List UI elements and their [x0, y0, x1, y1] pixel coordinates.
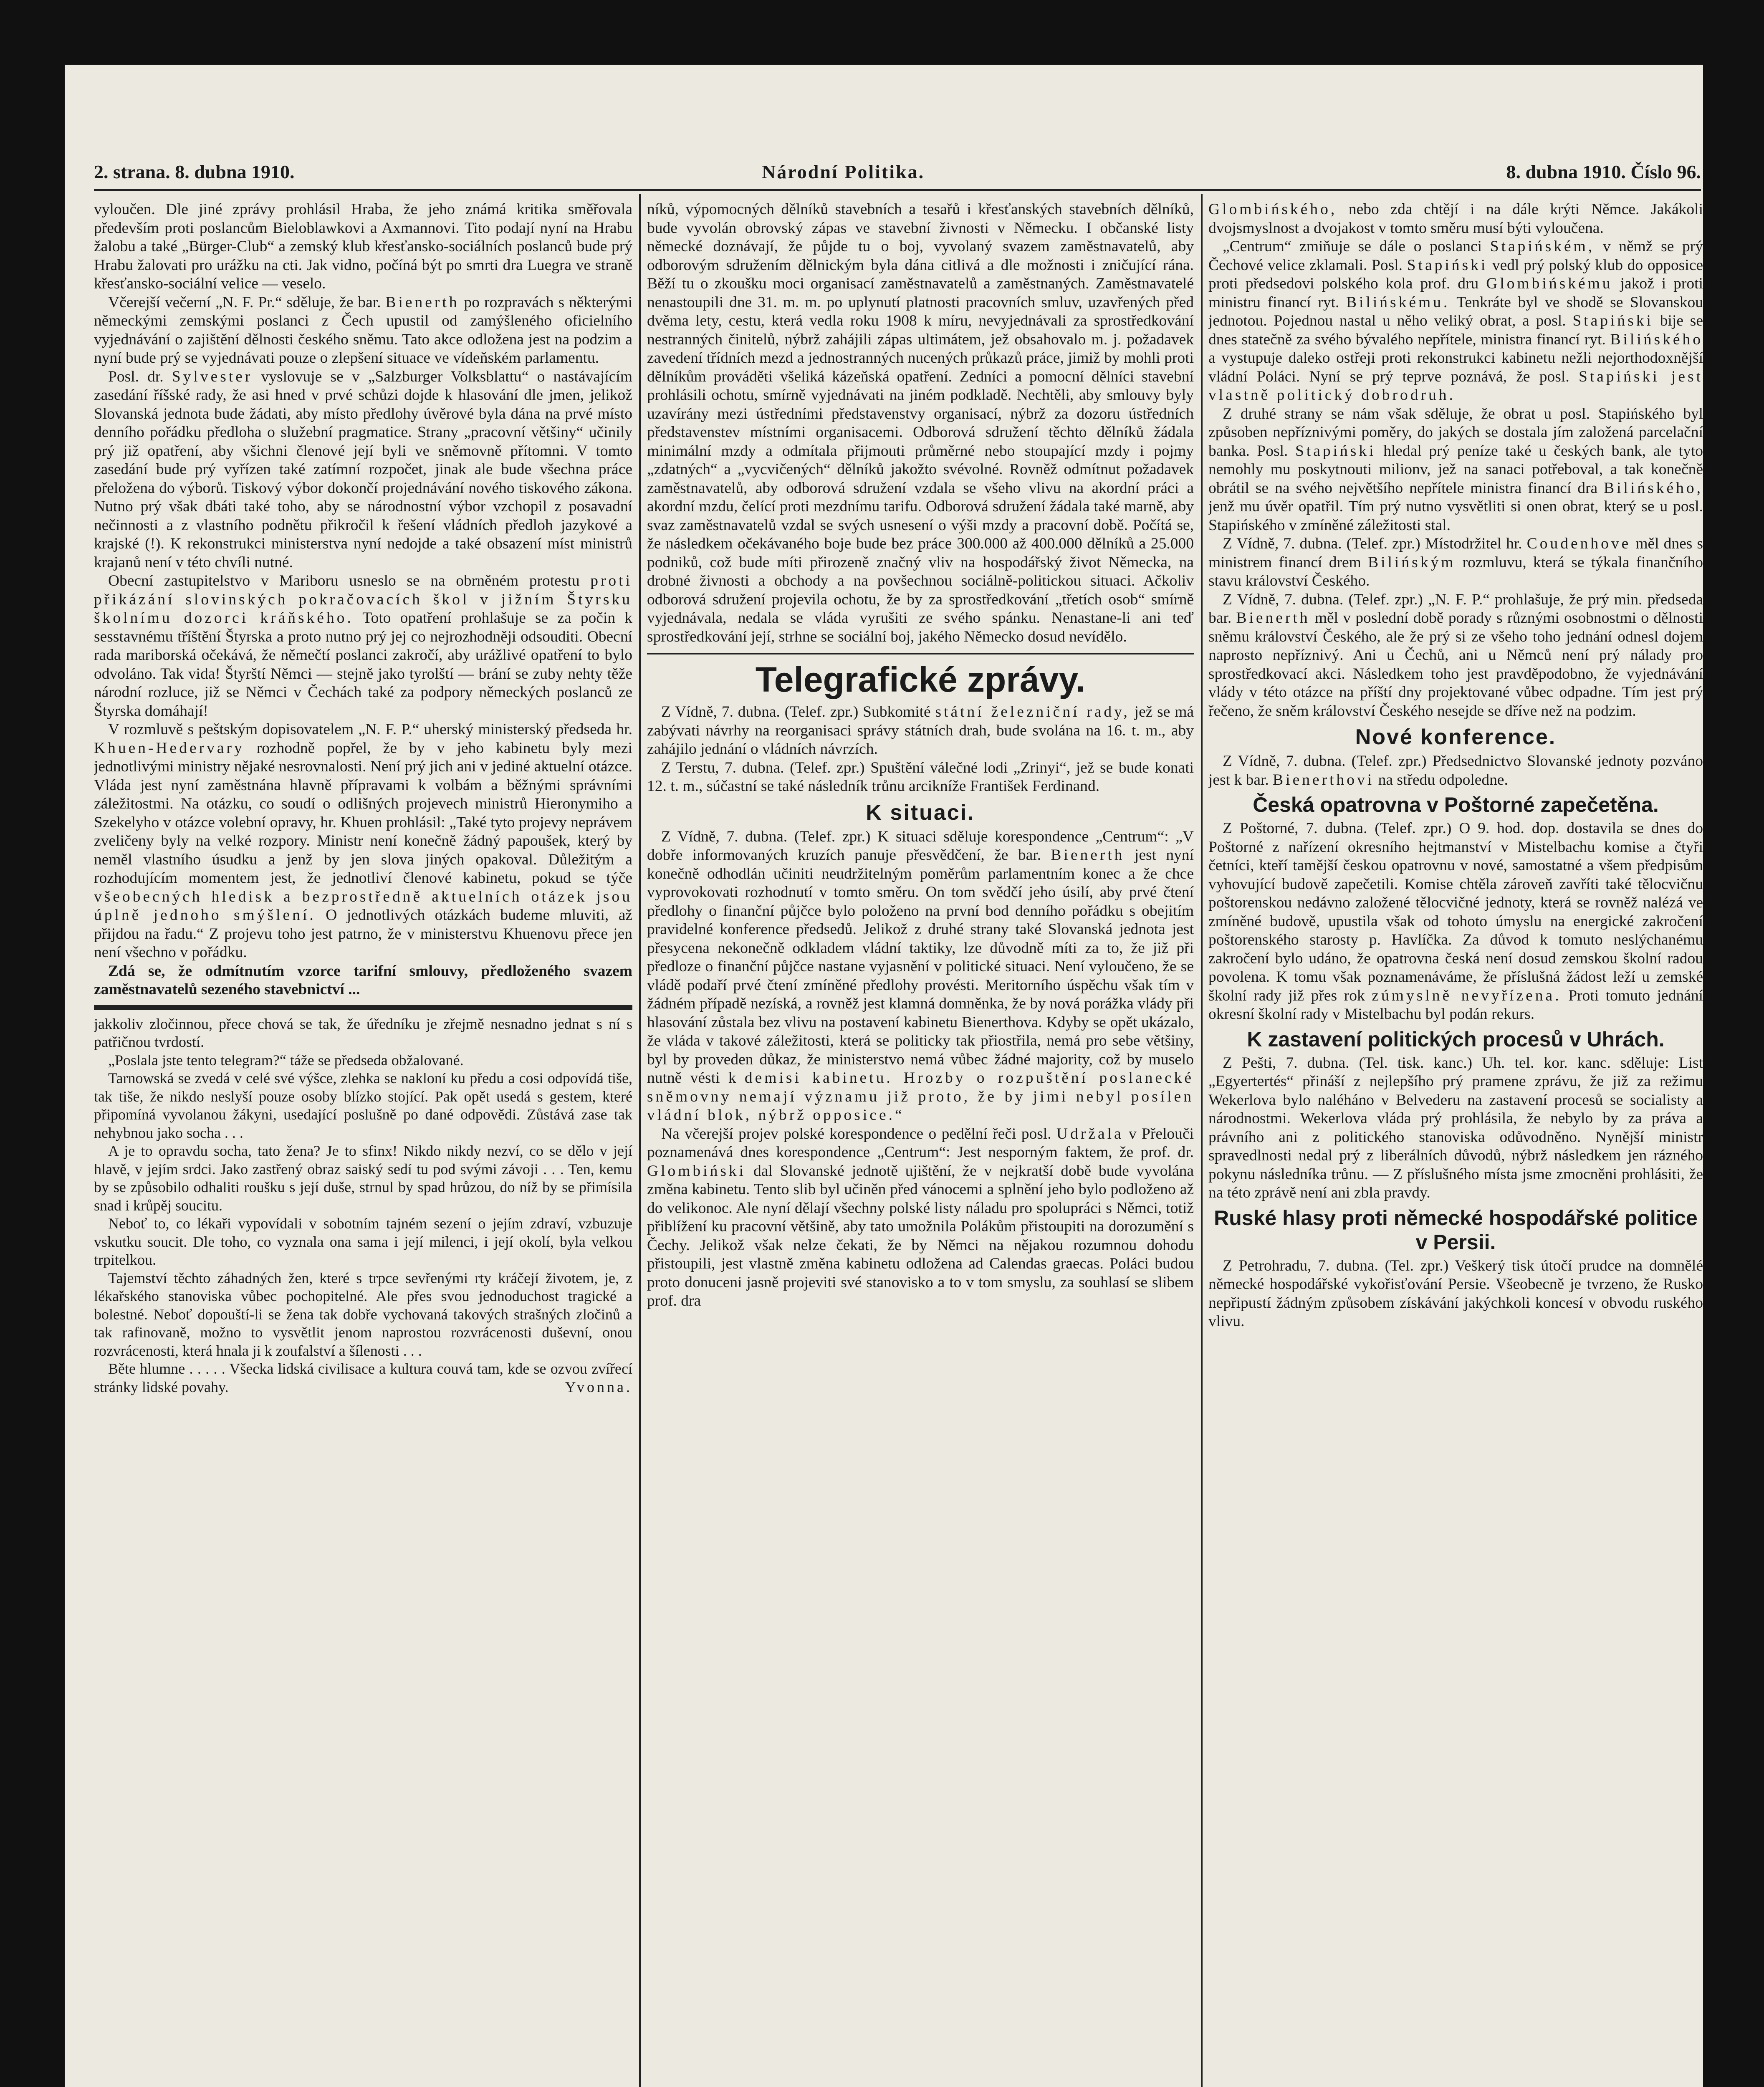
section-heading-situation: K situaci. [866, 800, 975, 825]
article-paragraph: „Centrum“ zmiňuje se dále o poslanci Stapińském, v němž se prý Čechové velice zklamali. Posl. Stapiński vedl prý polský klub do opposice proti předsedovi polského kola prof. dru Glombińskému jakož i proti ministru financí ryt. Bilińskému. Tenkráte byl ve shodě se Slovanskou jednotou. Pojednou nastal u něho veliký obrat, a posl. Stapiński bije se dnes statečně za svého bývalého nepřítele, ministra financí ryt. Bilińského a vystupuje daleko ostřeji proti rekonstrukci kabinetu nežli nejorthodoxnější vládní Poláci. Nyní se prý teprve poznává, že posl. Stapiński jest vlastně politický dobrodruh. [1208, 238, 1703, 404]
section-heading-postorna: Česká opatrovna v Poštorné zapečetěna. [1253, 793, 1659, 816]
article-paragraph: Z Poštorné, 7. dubna. (Telef. zpr.) O 9. hod. dop. dostavila se dnes do Poštorné z nařízení okresního hejtmanství v Mistelbachu komise a čtyři četníci, kteří tamější českou opatrovnu v nové, samostatné a všem předpisům vyhovující budově zapečetili. Komise chtěla zároveň zavříti také tělocvičnu poštorenskou nedávno založené tělocvičné jednoty, která se rovněž nalézá ve zmíněné budově, upustila však od tohoto úmyslu na energické zakročení poštorenského starosty p. Havlíčka. Za důvod k tomuto neslýchanému zakročení bylo udáno, že opatrovna česká není dosud zemskou školní radou povolena. K tomu však poznamenáváme, že příslušná žádost leží u zemské školní rady již přes rok zúmyslně nevyřízena. Proti tomuto jednání okresní školní rady v Mistelbachu byl podán rekurs. [1208, 820, 1703, 1023]
feuilleton-paragraph: Tajemství těchto záhadných žen, které s trpce sevřenými rty kráčejí životem, je, z lékařského stanoviska vůbec pochopitelné. Ale přes svou jednoduchost tragické a bolestné. Neboť dopouští-li se žena tak dobře vychovaná takových strašných zločinů a tak rafinovaně, možno to vysvětlit jenom naprostou rozvrácenosti duševní, onou rozvrácenosti, která hnala ji k zoufalství a šílenosti . . . [94, 1269, 632, 1359]
article-paragraph: Včerejší večerní „N. F. Pr.“ sděluje, že bar. Bienerth po rozpravách s některými německými zemskými poslanci z Čech upustil od zamýšleného oficielního vyjednávání o zajištění dělnosti českého sněmu. Tato akce odložena jest na podzim a nyní bude prý se vyjednávati pouze o zlepšení situace ve vídeňském parlamentu. [94, 293, 632, 366]
article-paragraph: Z Vídně, 7. dubna. (Telef. zpr.) Předsednictvo Slovanské jednoty pozváno jest k bar. Bienerthovi na středu odpoledne. [1208, 753, 1703, 788]
article-paragraph: Z Vídně, 7. dubna. (Telef. zpr.) Místodržitel hr. Coudenhove měl dnes s ministrem financí drem Bilińským rozmluvu, která se týkala finančního stavu království Českého. [1208, 535, 1703, 589]
newspaper-page [65, 65, 1703, 2087]
article-paragraph: Z Pešti, 7. dubna. (Tel. tisk. kanc.) Uh. tel. kor. kanc. sděluje: List „Egyertertés“ přináší z nejlepšího prý pramene zprávu, že již za režimu Wekerlova bylo naléháno v Belvederu na zastavení procesů se socialisty a národnostmi. Wekerlova vláda prý prohlásila, že nebylo by za práva a právního ani z politického stanoviska odůvodněno. Nynější ministr spravedlnosti nedal prý z liberálních důvodů, nýbrž následkem jen rázného pokynu následníka trůnu. — Z příslušného místa jsme zmocněni prohlásiti, že na této zprávě není ani zbla pravdy. [1208, 1054, 1703, 1201]
column-divider-2 [1201, 194, 1203, 2087]
feuilleton-paragraph: Neboť to, co lékaři vypovídali v sobotním tajném sezení o jejím zdraví, vzbuzuje vskutku soucit. Dle toho, co vyznala ona sama i její milenci, i její okolí, byla velkou trpitelkou. [94, 1215, 632, 1268]
article-paragraph: Z Vídně, 7. dubna. (Telef. zpr.) K situaci sděluje korespondence „Centrum“: „V dobře informovaných kruzích panuje přesvědčení, že bar. Bienerth jest nyní konečně odhodlán učiniti neudržitelným poměrům parlamentním konec a že chce vyprovokovati rozhodnutí v tomto směru. On tom svědčí jeho úsilí, aby prvé čtení předlohy o finanční půjčce bylo položeno na první bod denního pořádku s obejitím pravidelné konference předsedů. Jelikož z druhé strany také Slovanská jednota jest přesycena nekonečně odkladem vládní taktiky, lze důvodně míti za to, že již při předloze o finanční půjčce nastane vyjasnění v politické situaci. Není vyloučeno, že se vládě podaří prvé čtení zmíněné předlohy provésti. Meritorního úspěchu však tím v žádném případě nezíská, a rovněž jest klamná domněnka, že by nová porážka vlády při hlasování zůstala bez vlivu na postavení kabinetu Bienerthova. Kdyby se opět ukázalo, že vláda v takové záležitosti, která se politicky tak přiostřila, nemá pro sebe většiny, byl by proveden důkaz, že ministerstvo nemá vůbec žádné majority, což by muselo nutně vésti k demisi kabinetu. Hrozby o rozpuštění poslanecké sněmovny nemají významu již proto, že by jimi nebyl posílen vládní blok, nýbrž opposice.“ [647, 828, 1194, 1124]
feuilleton-author: Yvonna. [565, 1378, 632, 1395]
column-1 [94, 200, 632, 2087]
telegram-paragraph: Z Vídně, 7. dubna. (Telef. zpr.) Subkomité státní železniční rady, jež se má zabývati návrhy na reorganisaci správy státních drah, bude svolána na 16. t. m., aby zahájilo jednání o vládních návrzích. [647, 703, 1194, 758]
article-paragraph: Zdá se, že odmítnutím vzorce tarifní smlouvy, předloženého svazem zaměstnavatelů sezeného stavebnictví ... [94, 962, 632, 998]
section-heading-conferences: Nové konference. [1355, 725, 1557, 749]
article-paragraph: V rozmluvě s peštským dopisovatelem „N. F. P.“ uherský ministerský předseda hr. Khuen-Hedervary rozhodně popřel, že by v jeho kabinetu byly mezi jednotlivými ministry nějaké nesrovnalosti. Není prý jich ani v jediné aktuelní otázce. Vláda jest nyní zaměstnána hlavně přípravami k volbám a běžnými správními záležitostmi. Na otázku, co soudí o odlišných projevech ministrů Hieronymiho a Szekelyho v otázce volební opravy, hr. Khuen prohlásil: „Také tyto projevy neprávem zveličeny byly na velké rozpory. Ministr není konečně žádný papoušek, který by neměl vlastního úsudku a jenž by jen slova jiných opakoval. Důležitým a rozhodujícím momentem jest, že jednotliví členové kabinetu, pokud se týče všeobecných hledisk a bezprostředně aktuelních otázek jsou úplně jednoho smýšlení. O jednotlivých otázkách budeme mluviti, až přijdou na řadu.“ Z projevu toho jest patrno, že v ministerstvu Khuenovu přece jen není všechno v pořádku. [94, 721, 632, 961]
feuilleton [94, 1015, 632, 1397]
article-paragraph: vyloučen. Dle jiné zprávy prohlásil Hraba, že jeho známá kritika směřovala především proti poslancům Bieloblawkovi a Axmannovi. Tito podají nyní na Hrabu žalobu a také „Bürger-Club“ a zemský klub křesťansko-sociálních poslanců bude prý Hrabu žalovati pro urážku na cti. Jak vidno, počíná být po smrti dra Luegra ve straně křesťansko-sociální velice — veselo. [94, 201, 632, 292]
section-heading-hungary: K zastavení politických procesů v Uhrách. [1247, 1027, 1665, 1051]
header-issue-number: 8. dubna 1910. Číslo 96. [1506, 161, 1701, 182]
column-3 [1208, 200, 1703, 2087]
section-heading-persia: Ruské hlasy proti německé hospodářské politice v Persii. [1214, 1206, 1698, 1254]
article-paragraph: Z druhé strany se nám však sděluje, že obrat u posl. Stapińského byl způsoben nepříznivými poměry, do jakých se dostala jím založená parcelační banka. Posl. Stapiński hledal prý peníze také u českých bank, ale tyto nemohly mu poskytnouti milionv, jež na sanaci potřeboval, a tak konečně obrátil se na svého největšího nepřítele ministra financí dra Bilińského, jenž mu úvěr opatřil. Tím prý nutno vysvětliti si onen obrat, který se u posl. Stapińského v zmíněné záležitosti stal. [1208, 405, 1703, 534]
article-paragraph: Z Petrohradu, 7. dubna. (Tel. zpr.) Veškerý tisk útočí prudce na domnělé německé hospodářské vykořisťování Persie. Všeobecně je tvrzeno, že Rusko nepřipustí žádným způsobem získávání jakýchkoli koncesí v obvodu ruského vlivu. [1208, 1257, 1703, 1330]
section-rule [647, 653, 1194, 654]
article-paragraph: Obecní zastupitelstvo v Mariboru usneslo se na obrněném protestu proti přikázání slovinských pokračovacích škol v jižním Štyrsku školnímu dozorci kráňského. Toto opatření prohlašuje se za počin k sesstavnému tříštění Štyrska a proto nutno prý jej co nejrozhodněji odsouditi. Obecní rada mariborská očekává, že němečtí poslanci zakročí, aby urážlivé opatření to bylo odvoláno. Tak vida! Štyrští Němci — stejně jako tyrolští — brání se zuby nehty těže národní rozluce, již se Němci v Čechách také za podpory německých poslanců ze Štyrska domáhají! [94, 572, 632, 720]
feuilleton-paragraph: „Poslala jste tento telegram?“ táže se předseda obžalované. [108, 1051, 464, 1069]
feuilleton-rule [94, 1005, 632, 1010]
column-2 [647, 200, 1194, 2087]
section-heading-telegrams: Telegrafické zprávy. [755, 660, 1086, 699]
feuilleton-paragraph: Tarnowská se zvedá v celé své výšce, zlehka se nakloní ku předu a cosi odpovídá tiše, tak tiše, že nikdo neslyší pouze osoby blízko stojící. Pak opět usedá s gestem, které připomíná vyvolanou žákyni, usedající poslušně po dané odpovědi. Zůstává zase tak nehybnou jako socha . . . [94, 1070, 632, 1141]
header-page-date: 2. strana. 8. dubna 1910. [94, 161, 295, 182]
feuilleton-paragraph: jakkoliv zločinnou, přece chová se tak, že úředníku je zřejmě nesnadno jednat s ní s patřičnou tvrdostí. [94, 1015, 632, 1050]
article-paragraph: níků, výpomocných dělníků stavebních a tesařů i křesťanských stavebních dělníků, bude vyvolán obrovský zápas ve stavební živnosti v Německu. I občanské listy německé doznávají, že půjde tu o boj, vyvolaný svazem zaměstnavatelů, aby odborovým sdružením dělnickým byla dána citlivá a dle možnosti i zničující rána. Běží tu o zkoušku moci organisací zaměstnavatelů a zaměstnaných. Zaměstnavatelé nenastoupili dne 31. m. m. po uplynutí platnosti pracovních smluv, uzavřených před dvěma lety, cestu, která vedla roku 1908 k míru, nevyjednávali za sprostředkování nestranných činitelů, nýbrž zahájili zápas ultimátem, jež obsahovalo m. j. požadavek zavedení třídních mezd a jednostranných nucených průkazů práce, jimiž by mohli proti dělníkům prováděti všeliká kázeňská opatření. Zedníci a pomocní dělníci stavební prohlásili ochotu, smírně vyjednávati na jiném podkladě. Nechtěli, aby smlouvy byly uzavírány mezi ústředními představenstvy organisací, nýbrž za dozoru ústředních představenstev místními organisacemi. Odborová sdružení těchto dělníků žádala minimální mzdy a odmítala přijmouti průměrné nebo stoupající mzdy i pojmy „zdatných“ a „vycvičených“ dělníků jakožto svévolné. Rovněž odmítnut požadavek zaměstnavatelů, aby odborová sdružení vzdala se všeho vlivu na akordní práci a akordní mzdu, čelící proti mezdnímu tarifu. Odborová sdružení žádala také marně, aby svaz zaměstnavatelů vzdal se svých usnesení o výši mzdy a pracovní době. Počítá se, že následkem očekávaného boje bude bez práce 300.000 až 400.000 dělníků a 25.000 podniků, což bude míti přirozeně značný vliv na hospodářský život Německa, na drobné živnosti a obchody a na povšechnou sociálně-politickou situaci. Ačkoliv odborová sdružení projevila ochotu, že by za sprostředkování „třetích osob“ smírně vyjednávala, nedala se vláda vyrušiti ze svého spánku. Nenastane-li ani teď sprostředkování její, strhne se sociální boj, jakého Německo dosud nevídělo. [647, 201, 1194, 645]
telegram-paragraph: Z Terstu, 7. dubna. (Telef. zpr.) Spuštění válečné lodi „Zrinyi“, jež se bude konati 12. t. m., súčastní se také následník trůnu arcikníže František Ferdinand. [647, 759, 1194, 795]
article-paragraph: Z Vídně, 7. dubna. (Telef. zpr.) „N. F. P.“ prohlašuje, že prý min. předseda bar. Bienerth měl v poslední době porady s různými osobnostmi o dělnosti sněmu království Českého, ale že prý si ze všeho toho jednání odnesl dojem naprosto nepříznivý. Ani u Čechů, ani u Němců není prý nálady pro sprostředkovací akci. Následkem toho jest pravděpodobno, že vyjednávání vlády v této otázce na příští dny projektované vůbec odpadne. Tím jest prý řečeno, že sněm království Českého nesejde se dříve než na podzim. [1208, 591, 1703, 720]
header-masthead: Národní Politika. [762, 161, 925, 182]
column-divider-1 [639, 194, 641, 2087]
article-paragraph: Glombińského, nebo zda chtějí i na dále krýti Němce. Jakákoli dvojsmyslnost a dvojakost v tomto směru musí býti vyloučena. [1208, 201, 1703, 237]
article-paragraph: Na včerejší projev polské korespondence o pedělní řeči posl. Udržala v Přelouči poznamenává dnes korespondence „Centrum“: Jest nesporným faktem, že prof. dr. Glombiński dal Slovanské jednotě ujištění, že v nejkratší době bude vyvolána změna kabinetu. Tento slib byl učiněn před vánocemi a splnění jeho bylo podloženo až do velikonoc. Ale nyní dělají všechny polské listy náladu pro spolupráci s Němci, totiž přiblížení ku pracovní většině, aby tato umožnila Polákům přistoupiti na dorozumění s Čechy. Jelikož však nelze čekati, že by Němci na nějakou rozumnou dohodu přistoupili, jest vlastně změna kabinetu odložena ad Calendas graecas. Poláci budou proto donuceni jasně projeviti své stanovisko a to v tom smyslu, za souhlasí se slibem prof. dra [647, 1125, 1194, 1309]
feuilleton-paragraph: A je to opravdu socha, tato žena? Je to sfinx! Nikdo nikdy nezví, co se dělo v její hlavě, v jejím srdci. Jako zastřený obraz saiský sedí tu pod svými závoji . . . Ten, kemu by se způsobilo odhaliti roušku s její duše, strnul by spad hrůzou, do níž by se přimísila snad i krůpěj soucitu. [94, 1142, 632, 1214]
feuilleton-paragraph: Běte hlumne . . . . . Všecka lidská civilisace a kultura couvá tam, kde se ozvou zvířecí stránky lidské povahy. Yvonna. [94, 1360, 632, 1396]
article-paragraph: Posl. dr. Sylvester vyslovuje se v „Salzburger Volksblattu“ o nastávajícím zasedání říšské rady, že asi hned v prvé schůzi dojde k hlasování dle jmen, jelikož Slovanská jednota bude žádati, aby místo předlohy úvěrové byla dána na prvé místo denního pořádku předloha o služební pragmatice. Strany „pracovní většiny“ učinily prý již opatření, aby všichni členové její byli ve sněmovně přítomni. V tomto zasedání bude prý vyřízen také zatímní rozpočet, jinak ale bude všechna práce přeložena do výborů. Tiskový výbor dokončí projednávání nového tiskového zákona. Nutno prý však dbáti také toho, aby se národnostní výbor vzchopil z posavadní nečinnosti a z vlastního podnětu přikročil k řešení vládních předloh jazykové a krajské (!). K rekonstrukci ministerstva nyní nedojde a také obsazení míst ministrů krajanů není v této chvíli nutné. [94, 368, 632, 571]
page-header [94, 161, 1701, 186]
header-rule [94, 189, 1701, 191]
